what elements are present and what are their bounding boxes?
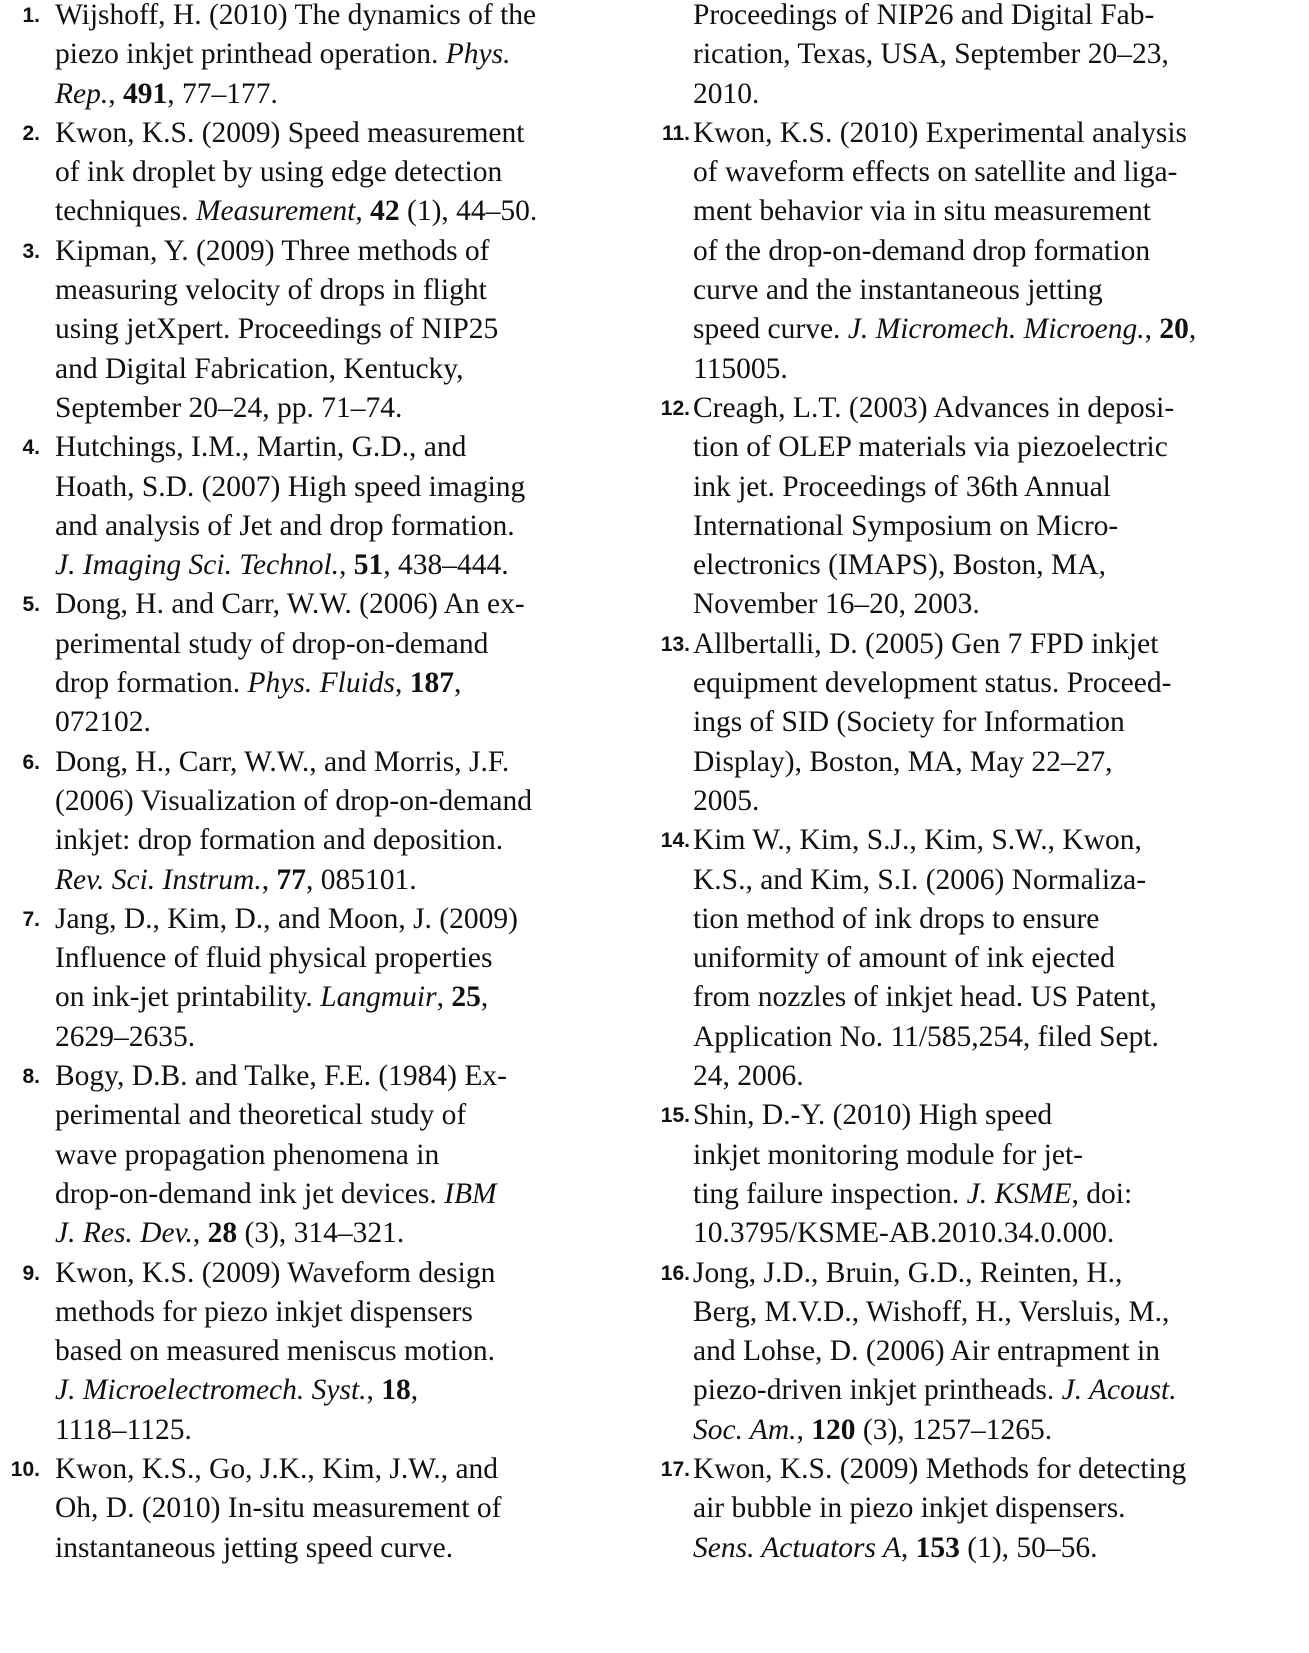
reference-line	[693, 507, 1309, 546]
reference-text	[55, 0, 650, 114]
reference-item	[0, 1057, 650, 1253]
journal-title: Phys. Fluids	[247, 667, 396, 700]
text-segment: (3), 1257–1265.	[855, 1413, 1053, 1446]
reference-line	[55, 585, 650, 624]
text-segment: inkjet: drop formation and deposition.	[55, 824, 504, 857]
text-segment: tion of OLEP materials via piezoelectric	[693, 431, 1168, 464]
text-segment: 115005.	[693, 352, 788, 385]
reference-item	[650, 114, 1309, 389]
references-left-column	[0, 0, 650, 1568]
text-segment: on ink-jet printability.	[55, 981, 321, 1014]
reference-line	[693, 271, 1309, 310]
text-segment: November 16–20, 2003.	[693, 588, 980, 621]
reference-item	[650, 625, 1309, 821]
reference-text	[55, 1254, 650, 1450]
text-segment: of waveform effects on satellite and liga-	[693, 156, 1178, 189]
reference-line	[693, 861, 1309, 900]
reference-item	[0, 232, 650, 428]
journal-title: Rep.	[55, 77, 109, 110]
reference-text	[693, 389, 1309, 625]
text-segment: measuring velocity of drops in flight	[55, 274, 487, 307]
reference-number: 13.	[660, 632, 690, 656]
text-segment: Kwon, K.S. (2009) Waveform design	[55, 1256, 496, 1289]
text-segment: perimental and theoretical study of	[55, 1099, 467, 1132]
reference-line	[693, 1371, 1309, 1410]
reference-line	[55, 114, 650, 153]
reference-line	[693, 664, 1309, 703]
text-segment: rication, Texas, USA, September 20–23,	[693, 38, 1169, 71]
reference-item	[650, 389, 1309, 625]
text-segment: wave propagation phenomena in	[55, 1138, 440, 1171]
reference-line	[693, 468, 1309, 507]
reference-line	[55, 75, 650, 114]
reference-line	[55, 0, 650, 35]
reference-number: 11.	[661, 121, 690, 145]
text-segment: equipment development status. Proceed-	[693, 667, 1172, 700]
text-segment: , 085101.	[305, 863, 417, 896]
reference-line	[693, 75, 1309, 114]
text-segment: Hoath, S.D. (2007) High speed imaging	[55, 470, 526, 503]
text-segment: based on measured meniscus motion.	[55, 1335, 495, 1368]
reference-text	[693, 1254, 1309, 1450]
reference-line	[55, 1214, 650, 1253]
text-segment: 1118–1125.	[55, 1413, 192, 1446]
volume-number: 187	[409, 667, 455, 700]
reference-line	[55, 1411, 650, 1450]
text-segment: ment behavior via in situ measurement	[693, 195, 1151, 228]
reference-line	[55, 1489, 650, 1528]
reference-line	[693, 114, 1309, 153]
reference-item	[650, 1254, 1309, 1450]
reference-text	[55, 1450, 650, 1568]
reference-line	[55, 939, 650, 978]
reference-line	[55, 1136, 650, 1175]
reference-line	[693, 1411, 1309, 1450]
volume-number: 28	[207, 1217, 238, 1250]
text-segment: ,	[480, 981, 489, 1014]
reference-number: 7.	[22, 907, 40, 931]
reference-item	[0, 743, 650, 900]
reference-line	[693, 1450, 1309, 1489]
reference-text	[693, 821, 1309, 1096]
text-segment: ,	[355, 195, 371, 228]
text-segment: K.S., and Kim, S.I. (2006) Normaliza-	[693, 863, 1147, 896]
reference-item	[0, 114, 650, 232]
text-segment: September 20–24, pp. 71–74.	[55, 391, 403, 424]
reference-item	[650, 1096, 1309, 1253]
reference-line	[693, 1057, 1309, 1096]
text-segment: , 438–444.	[383, 549, 509, 582]
text-segment: air bubble in piezo inkjet dispensers.	[693, 1492, 1126, 1525]
text-segment: of the drop-on-demand drop formation	[693, 234, 1151, 267]
text-segment: curve and the instantaneous jetting	[693, 274, 1103, 307]
text-segment: ,	[454, 667, 462, 700]
text-segment: from nozzles of inkjet head. US Patent,	[693, 981, 1157, 1014]
reference-line	[55, 1057, 650, 1096]
reference-line	[55, 428, 650, 467]
reference-line	[693, 1529, 1309, 1568]
text-segment: Kwon, K.S. (2010) Experimental analysis	[693, 116, 1188, 149]
reference-line	[55, 1450, 650, 1489]
text-segment: (1), 50–56.	[959, 1531, 1098, 1564]
text-segment: drop formation.	[55, 667, 248, 700]
text-segment: ink jet. Proceedings of 36th Annual	[693, 470, 1111, 503]
text-segment: Display), Boston, MA, May 22–27,	[693, 745, 1113, 778]
reference-line	[693, 428, 1309, 467]
volume-number: 18	[381, 1374, 411, 1407]
reference-line	[693, 153, 1309, 192]
text-segment: (1), 44–50.	[399, 195, 538, 228]
reference-line	[693, 310, 1309, 349]
reference-line	[693, 0, 1309, 35]
text-segment: inkjet monitoring module for jet-	[693, 1138, 1083, 1171]
reference-line	[55, 350, 650, 389]
reference-line	[693, 546, 1309, 585]
text-segment: International Symposium on Micro-	[693, 509, 1119, 542]
reference-line	[693, 821, 1309, 860]
text-segment: ,	[366, 1374, 382, 1407]
reference-line	[55, 1529, 650, 1568]
text-segment: Kwon, K.S. (2009) Speed measurement	[55, 116, 525, 149]
text-segment: Application No. 11/585,254, filed Sept.	[693, 1020, 1159, 1053]
reference-line	[55, 782, 650, 821]
reference-number: 15.	[660, 1104, 690, 1128]
journal-title: Measurement	[195, 195, 356, 228]
reference-line	[693, 939, 1309, 978]
text-segment: ,	[796, 1413, 812, 1446]
text-segment: 2005.	[693, 784, 760, 817]
reference-line	[55, 743, 650, 782]
text-segment: using jetXpert. Proceedings of NIP25	[55, 313, 499, 346]
reference-line	[693, 350, 1309, 389]
journal-title: J. KSME	[966, 1177, 1072, 1210]
text-segment: Proceedings of NIP26 and Digital Fab-	[693, 0, 1155, 31]
reference-line	[693, 1136, 1309, 1175]
reference-line	[693, 900, 1309, 939]
reference-line	[55, 1096, 650, 1135]
reference-line	[55, 271, 650, 310]
text-segment: and analysis of Jet and drop formation.	[55, 509, 515, 542]
text-segment: , 77–177.	[167, 77, 278, 110]
text-segment: Wijshoff, H. (2010) The dynamics of the	[55, 0, 537, 31]
volume-number: 491	[123, 77, 168, 110]
journal-title: J. Microelectromech. Syst.	[55, 1374, 367, 1407]
text-segment: Jang, D., Kim, D., and Moon, J. (2009)	[55, 902, 518, 935]
reference-number: 6.	[22, 750, 40, 774]
text-segment: piezo inkjet printhead operation.	[55, 38, 446, 71]
text-segment: techniques.	[55, 195, 196, 228]
reference-line	[55, 625, 650, 664]
reference-line	[55, 468, 650, 507]
volume-number: 25	[451, 981, 481, 1014]
volume-number: 77	[276, 863, 306, 896]
text-segment: (3), 314–321.	[237, 1217, 405, 1250]
text-segment: Kipman, Y. (2009) Three methods of	[55, 234, 490, 267]
volume-number: 153	[915, 1531, 960, 1564]
reference-line	[55, 389, 650, 428]
text-segment: Dong, H. and Carr, W.W. (2006) An ex-	[55, 588, 525, 621]
reference-item	[0, 585, 650, 742]
reference-text	[693, 114, 1309, 389]
reference-line	[55, 1332, 650, 1371]
reference-number: 2.	[22, 121, 40, 145]
text-segment: of ink droplet by using edge detection	[55, 156, 503, 189]
text-segment: ,	[1188, 313, 1197, 346]
text-segment: ,	[1144, 313, 1160, 346]
reference-line	[55, 1371, 650, 1410]
journal-title: J. Res. Dev.	[55, 1217, 193, 1250]
reference-item	[0, 0, 650, 114]
reference-text	[55, 585, 650, 742]
reference-line	[693, 1175, 1309, 1214]
text-segment: ,	[410, 1374, 419, 1407]
reference-item	[0, 1450, 650, 1568]
reference-number: 3.	[22, 239, 40, 263]
reference-number: 1.	[22, 4, 40, 27]
text-segment: Dong, H., Carr, W.W., and Morris, J.F.	[55, 745, 510, 778]
text-segment: instantaneous jetting speed curve.	[55, 1531, 454, 1564]
text-segment: Kwon, K.S. (2009) Methods for detecting	[693, 1452, 1187, 1485]
volume-number: 51	[353, 549, 384, 582]
reference-line	[693, 1332, 1309, 1371]
reference-number: 5.	[22, 593, 40, 617]
reference-line	[55, 1254, 650, 1293]
text-segment: 10.3795/KSME-AB.2010.34.0.000.	[693, 1217, 1115, 1250]
journal-title: Langmuir	[320, 981, 437, 1014]
text-segment: Jong, J.D., Bruin, G.D., Reinten, H.,	[693, 1256, 1123, 1289]
reference-text	[693, 1096, 1309, 1253]
reference-continuation	[650, 0, 1309, 114]
reference-line	[693, 1254, 1309, 1293]
text-segment: Kwon, K.S., Go, J.K., Kim, J.W., and	[55, 1452, 499, 1485]
volume-number: 120	[811, 1413, 856, 1446]
reference-item	[0, 428, 650, 585]
text-segment: Kim W., Kim, S.J., Kim, S.W., Kwon,	[693, 824, 1142, 857]
journal-title: Soc. Am.	[693, 1413, 797, 1446]
reference-line	[55, 821, 650, 860]
reference-line	[693, 585, 1309, 624]
text-segment: drop-on-demand ink jet devices.	[55, 1177, 445, 1210]
reference-item	[650, 1450, 1309, 1568]
reference-text	[693, 0, 1309, 114]
text-segment: Allbertalli, D. (2005) Gen 7 FPD inkjet	[693, 627, 1159, 660]
reference-item	[0, 1254, 650, 1450]
reference-line	[55, 861, 650, 900]
text-segment: speed curve.	[693, 313, 848, 346]
reference-line	[55, 153, 650, 192]
reference-line	[55, 310, 650, 349]
reference-item	[650, 821, 1309, 1096]
reference-number: 10.	[10, 1457, 40, 1481]
reference-number: 8.	[22, 1065, 40, 1089]
reference-line	[55, 703, 650, 742]
reference-text	[55, 743, 650, 900]
text-segment: 072102.	[55, 706, 151, 739]
text-segment: ,	[339, 549, 354, 582]
reference-number: 12.	[660, 396, 690, 420]
text-segment: methods for piezo inkjet dispensers	[55, 1295, 473, 1328]
text-segment: piezo-driven inkjet printheads.	[693, 1374, 1062, 1407]
text-segment: Creagh, L.T. (2003) Advances in deposi-	[693, 391, 1175, 424]
reference-line	[55, 192, 650, 231]
journal-title: Phys.	[445, 38, 511, 71]
reference-line	[55, 900, 650, 939]
reference-text	[693, 1450, 1309, 1568]
journal-title: Sens. Actuators A	[693, 1531, 901, 1564]
text-segment: , doi:	[1071, 1177, 1133, 1210]
text-segment: perimental study of drop-on-demand	[55, 627, 489, 660]
text-segment: and Digital Fabrication, Kentucky,	[55, 352, 464, 385]
text-segment: ,	[261, 863, 277, 896]
reference-text	[55, 114, 650, 232]
reference-number: 14.	[660, 829, 690, 853]
reference-line	[693, 703, 1309, 742]
reference-number: 9.	[22, 1261, 40, 1285]
journal-title: J. Micromech. Microeng.	[847, 313, 1145, 346]
reference-line	[55, 546, 650, 585]
volume-number: 42	[370, 195, 400, 228]
reference-line	[693, 1018, 1309, 1057]
reference-line	[55, 232, 650, 271]
journal-title: J. Acoust.	[1061, 1374, 1177, 1407]
reference-number: 16.	[660, 1261, 690, 1285]
text-segment: uniformity of amount of ink ejected	[693, 942, 1115, 975]
reference-number: 4.	[22, 436, 40, 460]
reference-line	[55, 1018, 650, 1057]
text-segment: ,	[108, 77, 123, 110]
text-segment: ,	[436, 981, 452, 1014]
journal-title: Rev. Sci. Instrum.	[55, 863, 262, 896]
reference-item	[0, 900, 650, 1057]
journal-title: J. Imaging Sci. Technol.	[55, 549, 340, 582]
reference-text	[55, 900, 650, 1057]
reference-text	[55, 428, 650, 585]
reference-number: 17.	[660, 1457, 690, 1481]
text-segment: tion method of ink drops to ensure	[693, 902, 1100, 935]
text-segment: ings of SID (Society for Information	[693, 706, 1125, 739]
reference-line	[693, 1214, 1309, 1253]
reference-line	[55, 507, 650, 546]
references-right-column	[650, 0, 1309, 1568]
reference-line	[693, 1489, 1309, 1528]
reference-line	[55, 35, 650, 74]
reference-line	[693, 978, 1309, 1017]
text-segment: Oh, D. (2010) In-situ measurement of	[55, 1492, 502, 1525]
text-segment: Shin, D.-Y. (2010) High speed	[693, 1099, 1053, 1132]
reference-line	[55, 1293, 650, 1332]
text-segment: 2629–2635.	[55, 1020, 196, 1053]
reference-line	[55, 1175, 650, 1214]
text-segment: 2010.	[693, 77, 760, 110]
reference-line	[55, 978, 650, 1017]
reference-line	[693, 232, 1309, 271]
volume-number: 20	[1159, 313, 1189, 346]
text-segment: ,	[192, 1217, 208, 1250]
reference-line	[693, 625, 1309, 664]
text-segment: electronics (IMAPS), Boston, MA,	[693, 549, 1106, 582]
text-segment: ting failure inspection.	[693, 1177, 967, 1210]
text-segment: and Lohse, D. (2006) Air entrapment in	[693, 1335, 1160, 1368]
text-segment: Hutchings, I.M., Martin, G.D., and	[55, 431, 467, 464]
text-segment: ,	[900, 1531, 916, 1564]
reference-line	[693, 389, 1309, 428]
reference-line	[693, 1293, 1309, 1332]
reference-text	[55, 1057, 650, 1253]
reference-text	[55, 232, 650, 428]
text-segment: Influence of fluid physical properties	[55, 942, 493, 975]
reference-line	[693, 192, 1309, 231]
text-segment: Bogy, D.B. and Talke, F.E. (1984) Ex-	[55, 1060, 507, 1093]
reference-line	[693, 35, 1309, 74]
reference-line	[693, 743, 1309, 782]
reference-line	[55, 664, 650, 703]
text-segment: (2006) Visualization of drop-on-demand	[55, 784, 532, 817]
reference-text	[693, 625, 1309, 821]
reference-line	[693, 1096, 1309, 1135]
journal-title: IBM	[444, 1177, 497, 1210]
reference-line	[693, 782, 1309, 821]
text-segment: ,	[395, 667, 410, 700]
text-segment: 24, 2006.	[693, 1060, 804, 1093]
text-segment: Berg, M.V.D., Wishoff, H., Versluis, M.,	[693, 1295, 1170, 1328]
